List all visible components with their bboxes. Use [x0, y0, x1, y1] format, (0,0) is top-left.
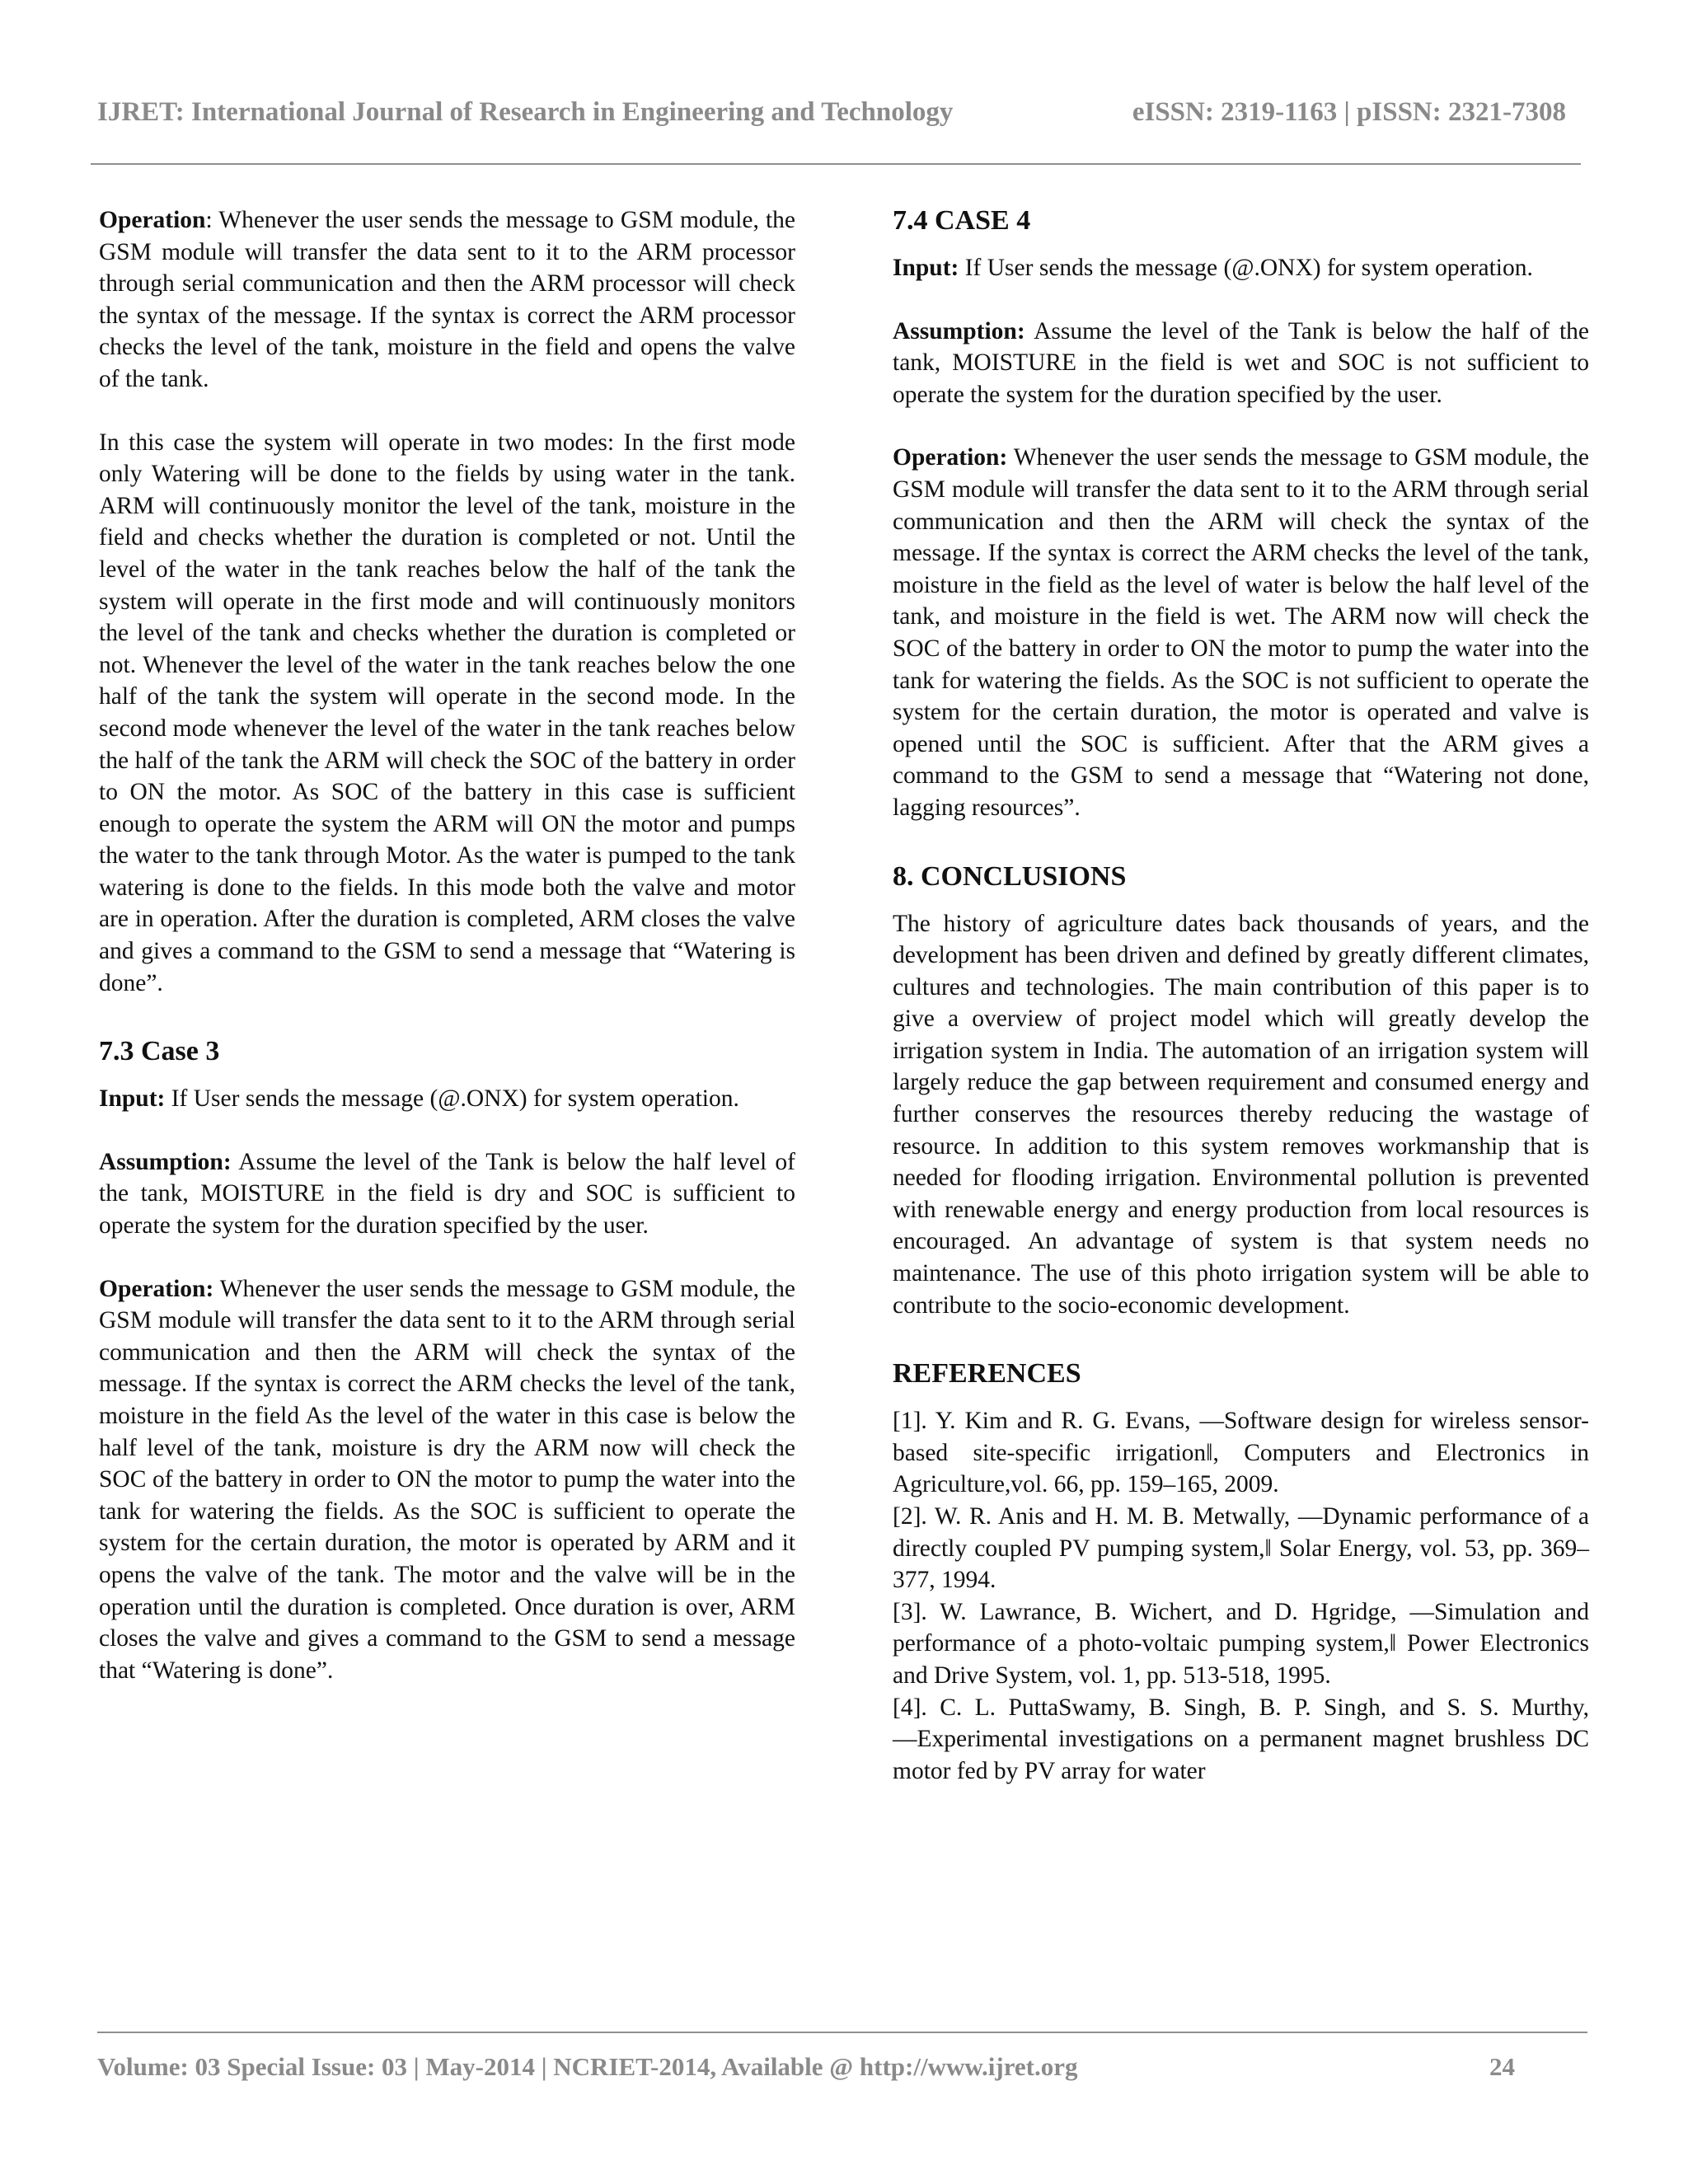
case3-input-paragraph: [99, 1083, 795, 1115]
volume-info: Volume: 03 Special Issue: 03 | May-2014 | NCRIET-2014, Available @ http://www.ijret.org: [97, 2052, 1078, 2081]
left-column: [99, 204, 795, 1686]
case4-assumption-label: Assumption:: [893, 317, 1025, 344]
case3-assumption-label: Assumption:: [99, 1148, 232, 1175]
case4-input-text: If User sends the message (@.ONX) for system operation.: [959, 255, 1533, 281]
conclusions-paragraph: The history of agriculture dates back thousands of years, and the development has been driven and defined by greatly different climates, cultures and technologies. The main contribution of this paper is to give a overview of project model which will greatly develop the irrigation system in India. The automation of an irrigation system will largely reduce the gap between requirement and consumed energy and further conserves the resources thereby reducing the wastage of resource. In addition to this system removes workmanship that is needed for flooding irrigation. Environmental pollution is prevented with renewable energy and energy production from local resources is encouraged. An advantage of system is that system needs no maintenance. The use of this photo irrigation system will be able to contribute to the socio-economic development.: [893, 910, 1589, 1319]
case4-operation-paragraph: [893, 442, 1589, 823]
running-header: [97, 97, 1574, 138]
operation-intro-text: : Whenever the user sends the message to GSM module, the GSM module will transfer the data sent to it to the ARM processor through serial communication and then the ARM processor will check the syntax of the message. If the syntax is correct the ARM processor checks the level of the tank, moisture in the field and opens the valve of the tank.: [99, 207, 795, 392]
reference-item: [3]. W. Lawrance, B. Wichert, and D. Hgridge, ―Simulation and performance of a photo-voltaic pumping system,‖ Power Electronics and Drive System, vol. 1, pp. 513-518, 1995.: [893, 1598, 1589, 1689]
issn-numbers: eISSN: 2319-1163 | pISSN: 2321-7308: [1132, 97, 1566, 127]
reference-item: [1]. Y. Kim and R. G. Evans, ―Software design for wireless sensor-based site-specific irrigation‖, Computers and Electronics in Agriculture,vol. 66, pp. 159–165, 2009.: [893, 1408, 1589, 1498]
case3-assumption-paragraph: [99, 1146, 795, 1242]
case4-assumption-paragraph: [893, 316, 1589, 411]
conclusions-heading: 8. CONCLUSIONS: [893, 860, 1127, 892]
references-heading: REFERENCES: [893, 1358, 1081, 1390]
page-number: 24: [1489, 2052, 1515, 2081]
case3-input-label: Input:: [99, 1085, 166, 1113]
case4-input-label: Input:: [893, 255, 959, 281]
references-list: [893, 1405, 1589, 1787]
case4-assumption-text: Assume the level of the Tank is below the half of the tank, MOISTURE in the field is wet and SOC is not sufficient to operate the system for the duration specified by the user.: [893, 317, 1589, 408]
case3-operation-text: Whenever the user sends the message to GSM module, the GSM module will transfer the data sent to it to the ARM through serial communication and then the ARM will check the syntax of the message. If the syntax is correct the ARM checks the level of the tank, moisture in the field As the level of the water in this case is below the half level of the tank, moisture is dry the ARM now will check the SOC of the battery in order to ON the motor to pump the water into the tank for watering the fields. As the SOC is sufficient to operate the system for the certain duration, the motor is operated by ARM and it opens the valve of the tank. The motor and the valve will be in the operation until the duration is completed. Once duration is over, ARM closes the valve and gives a command to the GSM to send a message that “Watering is done”.: [99, 1275, 795, 1684]
running-footer: [97, 2052, 1515, 2090]
case3-operation-label: Operation:: [99, 1275, 214, 1302]
case3-input-text: If User sends the message (@.ONX) for system operation.: [165, 1085, 739, 1113]
case4-input-paragraph: [893, 252, 1589, 284]
journal-title: IJRET: International Journal of Research in Engineering and Technology: [97, 97, 954, 127]
right-column: [893, 204, 1589, 1787]
footer-divider: [97, 2032, 1587, 2033]
case3-heading: 7.3 Case 3: [99, 1036, 220, 1067]
header-divider: [91, 163, 1581, 165]
operation-label: Operation: [99, 207, 206, 233]
case3-operation-paragraph: [99, 1273, 795, 1687]
operation-intro-paragraph: [99, 204, 795, 396]
case4-heading: 7.4 CASE 4: [893, 205, 1031, 236]
case3-assumption-text: Assume the level of the Tank is below the half level of the tank, MOISTURE in the field is dry and SOC is sufficient to operate the system for the duration specified by the user.: [99, 1148, 795, 1240]
case4-operation-label: Operation:: [893, 444, 1008, 471]
case4-operation-text: Whenever the user sends the message to GSM module, the GSM module will transfer the data sent to it to the ARM through serial communication and then the ARM will check the syntax of the message. If the syntax is correct the ARM checks the level of the tank, moisture in the field as the level of water is below the half level of the tank, and moisture in the field is wet. The ARM now will check the SOC of the battery in order to ON the motor to pump the water into the tank for watering the fields. As the SOC is not sufficient to operate the system for the certain duration, the motor is operated and valve is opened until the SOC is sufficient. After that the ARM gives a command to the GSM to send a message that “Watering not done, lagging resources”.: [893, 444, 1589, 821]
reference-item: [4]. C. L. PuttaSwamy, B. Singh, B. P. Singh, and S. S. Murthy, ―Experimental investigations on a permanent magnet brushless DC motor fed by PV array for water: [893, 1694, 1589, 1784]
two-modes-paragraph: In this case the system will operate in two modes: In the first mode only Watering will be done to the fields by using water in the tank. ARM will continuously monitor the level of the tank, moisture in the field and checks whether the duration is completed or not. Until the level of the water in the tank reaches below the half of the tank the system will operate in the first mode and will continuously monitors the level of the tank and checks whether the duration is completed or not. Whenever the level of the water in the tank reaches below the one half of the tank the system will operate in the second mode. In the second mode whenever the level of the water in the tank reaches below the half of the tank the ARM will check the SOC of the battery in order to ON the motor. As SOC of the battery in this case is sufficient enough to operate the system the ARM will ON the motor and pumps the water to the tank through Motor. As the water is pumped to the tank watering is done to the fields. In this mode both the valve and motor are in operation. After the duration is completed, ARM closes the valve and gives a command to the GSM to send a message that “Watering is done”.: [99, 429, 795, 996]
reference-item: [2]. W. R. Anis and H. M. B. Metwally, ―Dynamic performance of a directly coupled PV pumping system,‖ Solar Energy, vol. 53, pp. 369–377, 1994.: [893, 1503, 1589, 1594]
